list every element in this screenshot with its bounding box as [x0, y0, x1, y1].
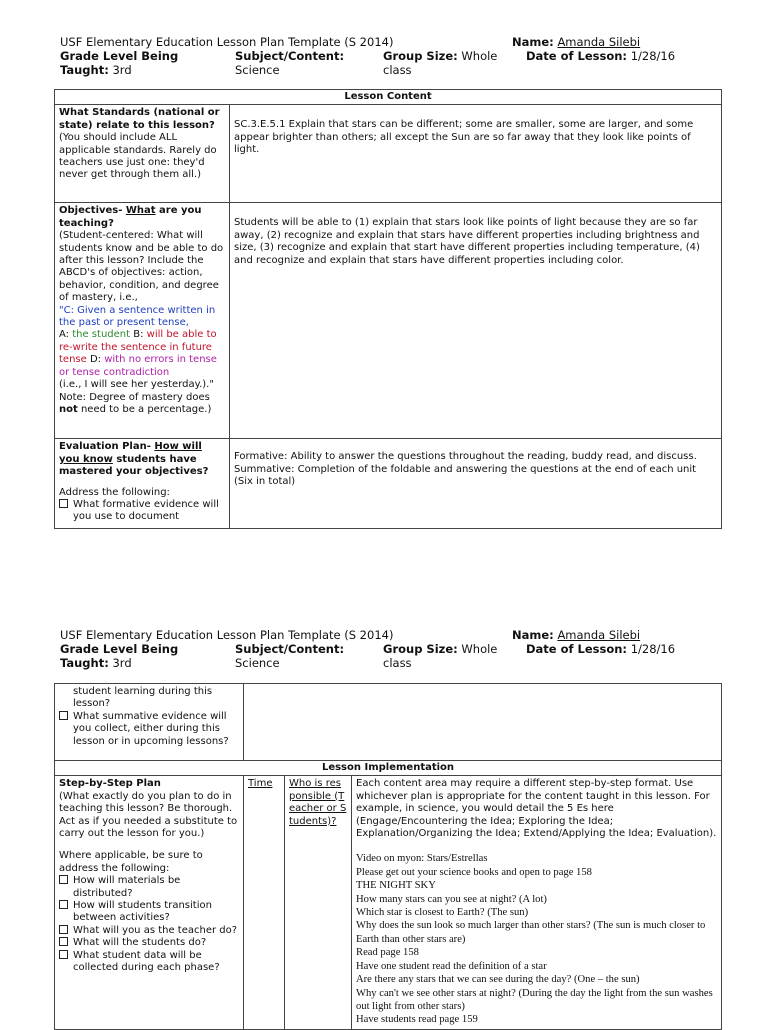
plan-step: Please get out your science books and open to page 158	[356, 866, 592, 878]
template-title: USF Elementary Education Lesson Plan Template (S 2014)	[60, 35, 394, 49]
who-column: Who is responsible (Teacher or Students)?	[285, 776, 352, 1029]
group-size: Group Size: Whole class	[383, 49, 498, 77]
evaluation-continued-cell: student learning during this lesson? What summative evidence will you collect, either during this lesson or in upcoming lessons?	[55, 684, 244, 761]
checkbox-icon	[59, 711, 68, 720]
plan-step: Are there any stars that we can see during the day? (One – the sun)	[356, 974, 640, 986]
plan-step: Have students read page 159	[356, 1014, 478, 1026]
plan-steps	[356, 852, 717, 1026]
evaluation-row	[55, 439, 722, 529]
evaluation-label-cell: Evaluation Plan- How will you know students have mastered your objectives? Address the following: What formative evidence will you use to document	[55, 439, 230, 529]
evaluation-continued-row	[55, 684, 722, 761]
checkbox-icon	[59, 499, 68, 508]
subject-content: Subject/Content: Science	[235, 49, 345, 77]
name-field: Name: Amanda Silebi	[512, 35, 641, 49]
plan-step: THE NIGHT SKY	[356, 880, 436, 892]
checkbox-icon	[59, 925, 68, 934]
plan-step: Why does the sun look so much larger than other stars? (The sun is much closer to Earth than other stars are)	[356, 920, 706, 945]
checkbox-icon	[59, 950, 68, 959]
summative-text: Summative: Completion of the foldable and answering the questions at the end of each unit (Six in total)	[234, 463, 697, 488]
plan-step: Which star is closest to Earth? (The sun)	[356, 907, 529, 919]
standards-row	[55, 105, 722, 203]
objectives-row	[55, 203, 722, 439]
lesson-content-table	[54, 89, 722, 529]
plan-step: Why can't we see other stars at night? (During the day the light from the sun washes out light from other stars)	[356, 987, 713, 1012]
step-plan-row	[55, 776, 722, 1029]
checkbox-icon	[59, 937, 68, 946]
section-title-lesson-content: Lesson Content	[55, 90, 722, 105]
step-plan-value	[352, 776, 722, 1029]
standards-value: SC.3.E.5.1 Explain that stars can be different; some are smaller, some are larger, and some appear brighter than others; all except the Sun are so far away that they look like points of light.	[230, 105, 722, 203]
objectives-label-cell: Objectives- What are you teaching? (Student-centered: What will students know and be able to do after this lesson? Include the ABCD's of objectives: action, behavior, condition, and degree of mastery, i.e., "C: Given a sentence written in the past or present tense, A: the student B: will be able to re-write the sentence in future tense D: with no errors in tense or tense contradiction (i.e., I will see her yesterday.)." Note: Degree of mastery does not need to be a percentage.)	[55, 203, 230, 439]
checkbox-icon	[59, 875, 68, 884]
time-column: Time	[244, 776, 285, 1029]
plan-step: Have one student read the definition of a star	[356, 960, 547, 972]
step-plan-label-cell: Step-by-Step Plan (What exactly do you plan to do in teaching this lesson? Be thorough. Act as if you needed a substitute to carry out the lesson for you.) Where applicable, be sure to address the following: How will materials be distributed? How will students transition between activities? What will you as the teacher do? What will the students do? What student data will be collected during each phase?	[55, 776, 244, 1029]
grade-level: Grade Level Being Taught: 3rd	[60, 49, 179, 77]
standards-label-cell: What Standards (national or state) relate to this lesson? (You should include ALL applicable standards. Rarely do teachers use just one: they'd never get through them all.)	[55, 105, 230, 203]
plan-step: Video on myon: Stars/Estrellas	[356, 853, 488, 865]
plan-intro: Each content area may require a different step-by-step format. Use whichever plan is appropriate for the content taught in this lesson. For example, in science, you would detail the 5 Es here (Engage/Encountering the Idea; Exploring the Idea; Explanation/Organizing the Idea; Extend/Applying the Idea; Evaluation).	[356, 778, 717, 840]
checkbox-icon	[59, 900, 68, 909]
lesson-implementation-table	[54, 683, 722, 1030]
lesson-date: Date of Lesson: 1/28/16	[526, 49, 676, 63]
plan-step: Read page 158	[356, 947, 419, 959]
page-2: USF Elementary Education Lesson Plan Template (S 2014) Name: Amanda Silebi Grade Level Being Taught: 3rd Subject/Content: Science Group Size: Whole class Date of Lesson: 1/28/16 student learning during this lesson? What summative evidence will you collect, either during this lesson or in upcoming lessons? Lesson Implementation Step-by-Step Plan (What exactly do you plan to do in teaching this lesson? Be thorough. Act as if you needed a substitute to carry out the lesson for you.) Where applicable, be sure to address the following: How will materials be distributed? How will students transition between activities? What will you as the teacher do? What will the students do? What student data will be collected during each phase? Time Who is responsible (Teacher or Students)? Each content area may require a different step-by-step format. Use whichever plan is appropriate for the content taught in this lesson. For example, in science, you would detail the 5 Es here (Engage/Encountering the Idea; Exploring the Idea; Explanation/Organizing the Idea; Extend/Applying the Idea; Evaluation). Video on myon: Stars/Estrellas Please get out your science books and open to page 158 THE NIGHT SKY How many stars can you see at night? (A lot) Which star is closest to Earth? (The sun) Why does the sun look so much larger than other stars? (The sun is much closer to Earth than other stars are) Read page 158 Have one student read the definition of a star Are there any stars that we can see during the day? (One – the sun) Why can't we see other stars at night? (During the day the light from the sun washes out light from other stars) Have students read page 159	[0, 560, 768, 1024]
objectives-value: Students will be able to (1) explain that stars look like points of light because they are so far away, (2) recognize and explain that stars have different properties including brightness and size, (3) recognize and explain that start have different properties including temperature, (4) and recognize and explain that stars have different properties including color.	[230, 203, 722, 439]
evaluation-continued-value	[244, 684, 722, 761]
formative-text: Formative: Ability to answer the questions throughout the reading, buddy read, and discuss.	[234, 451, 697, 463]
name-value: Amanda Silebi	[557, 35, 641, 49]
plan-step: How many stars can you see at night? (A lot)	[356, 893, 547, 905]
evaluation-value	[230, 439, 722, 529]
section-title-lesson-implementation: Lesson Implementation	[55, 761, 722, 776]
